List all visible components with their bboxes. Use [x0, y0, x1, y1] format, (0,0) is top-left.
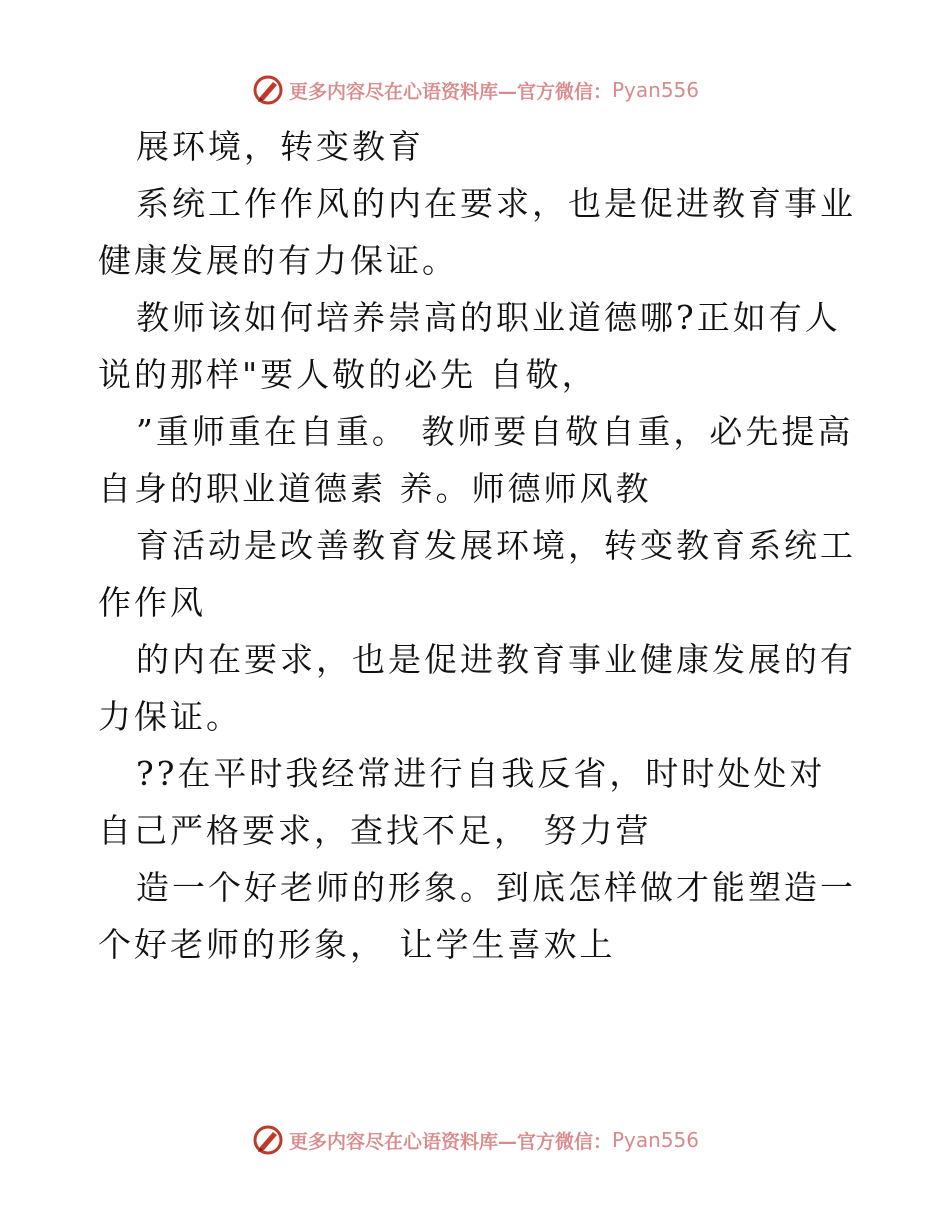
paragraph: ”重师重在自重。 教师要自敬自重，必先提高自身的职业道德素 养。师德师风教: [98, 412, 854, 508]
footer-banner-text: 更多内容尽在心语资料库—官方微信：: [288, 1130, 612, 1153]
paragraph: 系统工作作风的内在要求，也是促进教育事业健康发展的有力保证。: [98, 184, 856, 280]
header-banner-account: Pyan556: [612, 78, 700, 102]
header-banner: [0, 70, 950, 110]
footer-banner-account: Pyan556: [612, 1128, 700, 1152]
pen-circle-logo-icon: [251, 1123, 285, 1157]
pen-circle-logo-icon: [251, 73, 285, 107]
footer-banner: [0, 1120, 950, 1160]
paragraph: 造一个好老师的形象。到底怎样做才能塑造一个好老师的形象， 让学生喜欢上: [98, 868, 856, 964]
paragraph: 教师该如何培养崇高的职业道德哪?正如有人说的那样"要人敬的必先 自敬，: [98, 298, 841, 394]
document-body: [98, 118, 858, 973]
paragraph: 的内在要求，也是促进教育事业健康发展的有力保证。: [98, 640, 856, 736]
paragraph: 育活动是改善教育发展环境，转变教育系统工作作风: [98, 526, 856, 622]
header-banner-text: 更多内容尽在心语资料库—官方微信：: [288, 80, 612, 103]
paragraph: 展环境，转变教育: [136, 127, 424, 166]
paragraph: ??在平时我经常进行自我反省，时时处处对自己严格要求，查找不足， 努力营: [98, 754, 826, 850]
